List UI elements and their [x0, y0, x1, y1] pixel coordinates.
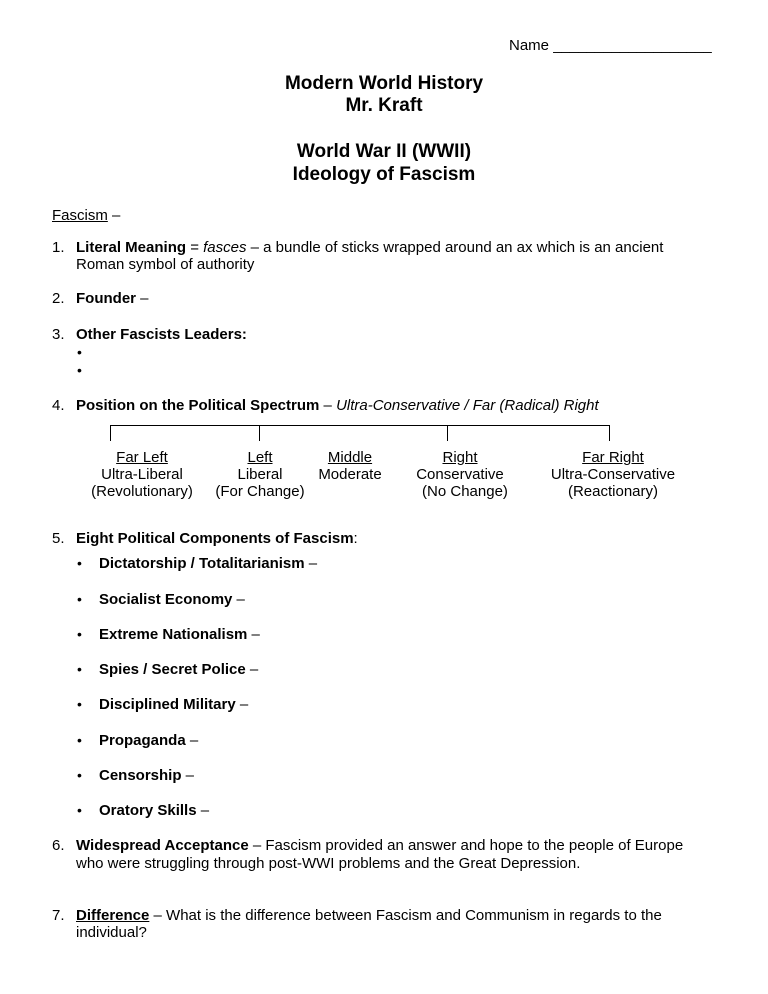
component-item [99, 696, 248, 713]
component-item [99, 555, 317, 572]
spectrum-term: Position on the Political Spectrum [76, 397, 320, 414]
difference-line [76, 907, 662, 924]
bullet-icon: • [77, 696, 82, 712]
component-item [99, 661, 258, 678]
name-field[interactable] [509, 37, 712, 54]
spectrum-far-right [548, 449, 678, 500]
spectrum-label-line3: (Reactionary) [567, 483, 659, 500]
founder-line [76, 290, 149, 307]
spectrum-label-line2: Liberal [237, 466, 283, 483]
spectrum-line [76, 397, 599, 414]
component-label: Oratory Skills [99, 802, 197, 819]
fascism-heading [52, 207, 120, 224]
topic-title: Ideology of Fascism [292, 164, 476, 185]
spectrum-tick [259, 425, 260, 441]
teacher-name: Mr. Kraft [345, 95, 423, 116]
fascism-term: Fascism [52, 207, 108, 224]
spectrum-label-title: Left [247, 449, 273, 466]
component-label: Extreme Nationalism [99, 626, 248, 643]
spectrum-label-title: Middle [327, 449, 373, 466]
component-dash: – [245, 661, 259, 678]
item-number: 6. [52, 837, 65, 854]
component-item [99, 802, 209, 819]
item-number: 5. [52, 530, 65, 547]
component-label: Spies / Secret Police [99, 661, 246, 678]
literal-meaning-line2: Roman symbol of authority [76, 256, 255, 273]
component-label: Socialist Economy [99, 591, 233, 608]
component-dash: – [185, 732, 199, 749]
acceptance-line2: who were struggling through post-WWI problems and the Great Depression. [76, 855, 581, 872]
bullet-icon: • [77, 626, 82, 642]
component-item [99, 767, 194, 784]
component-item [99, 626, 260, 643]
other-leaders-term: Other Fascists Leaders: [76, 326, 247, 343]
spectrum-label-line3: (No Change) [422, 483, 508, 500]
literal-meaning-text: – a bundle of sticks wrapped around an ax which is an ancient [246, 239, 664, 256]
spectrum-label-title: Far Right [582, 449, 644, 466]
founder-dash: – [136, 290, 149, 307]
component-label: Dictatorship / Totalitarianism [99, 555, 305, 572]
item-number: 4. [52, 397, 65, 414]
item-number: 2. [52, 290, 65, 307]
spectrum-label-line2: Ultra-Liberal [101, 466, 183, 483]
spectrum-label-title: Far Left [116, 449, 168, 466]
spectrum-dash: – [319, 397, 337, 414]
item-number: 1. [52, 239, 65, 256]
component-dash: – [247, 626, 260, 643]
spectrum-label-line2: Conservative [416, 466, 504, 483]
components-colon: : [353, 530, 358, 547]
spectrum-label-line3: (Revolutionary) [91, 483, 193, 500]
components-term: Eight Political Components of Fascism [76, 530, 354, 547]
spectrum-right [395, 449, 525, 500]
unit-title: World War II (WWII) [296, 141, 472, 162]
fascism-dash: – [107, 207, 121, 224]
bullet-icon: • [77, 732, 82, 748]
component-dash: – [304, 555, 318, 572]
component-item [99, 732, 198, 749]
item-number: 7. [52, 907, 65, 924]
literal-meaning-line [76, 239, 663, 256]
spectrum-value: Ultra-Conservative / Far (Radical) Right [336, 397, 599, 414]
spectrum-label-line2: Moderate [318, 466, 382, 483]
component-dash: – [181, 767, 195, 784]
item-number: 3. [52, 326, 65, 343]
course-title: Modern World History [284, 73, 484, 94]
spectrum-label-title: Right [442, 449, 478, 466]
bullet-icon: • [77, 767, 82, 783]
component-label: Propaganda [99, 732, 186, 749]
spectrum-tick [609, 425, 610, 441]
spectrum-tick [447, 425, 448, 441]
equals-sign: = [186, 239, 204, 256]
difference-term: Difference [76, 907, 150, 924]
bullet-icon: • [77, 591, 82, 607]
acceptance-line [76, 837, 683, 854]
bullet-icon: • [77, 802, 82, 818]
component-dash: – [235, 696, 249, 713]
bullet-icon: • [77, 661, 82, 677]
component-label: Censorship [99, 767, 182, 784]
name-label: Name [509, 37, 550, 54]
component-label: Disciplined Military [99, 696, 236, 713]
bullet-icon: • [77, 362, 82, 378]
spectrum-label-line2: Ultra-Conservative [550, 466, 676, 483]
acceptance-term: Widespread Acceptance [76, 837, 249, 854]
components-line [76, 530, 358, 547]
spectrum-far-left [77, 449, 207, 500]
bullet-icon: • [77, 344, 82, 360]
founder-term: Founder [76, 290, 136, 307]
spectrum-label-line3: (For Change) [215, 483, 305, 500]
difference-line2: individual? [76, 924, 147, 941]
name-blank[interactable]: ___________________ [553, 37, 712, 54]
acceptance-text: – Fascism provided an answer and hope to the people of Europe [248, 837, 684, 854]
fasces-word: fasces [203, 239, 247, 256]
component-item [99, 591, 245, 608]
spectrum-tick [110, 425, 111, 441]
bullet-icon: • [77, 555, 82, 571]
component-dash: – [196, 802, 210, 819]
literal-meaning-term: Literal Meaning [76, 239, 187, 256]
component-dash: – [232, 591, 245, 608]
difference-text: – What is the difference between Fascism and Communism in regards to the [149, 907, 662, 924]
spectrum-axis-line [110, 425, 610, 426]
